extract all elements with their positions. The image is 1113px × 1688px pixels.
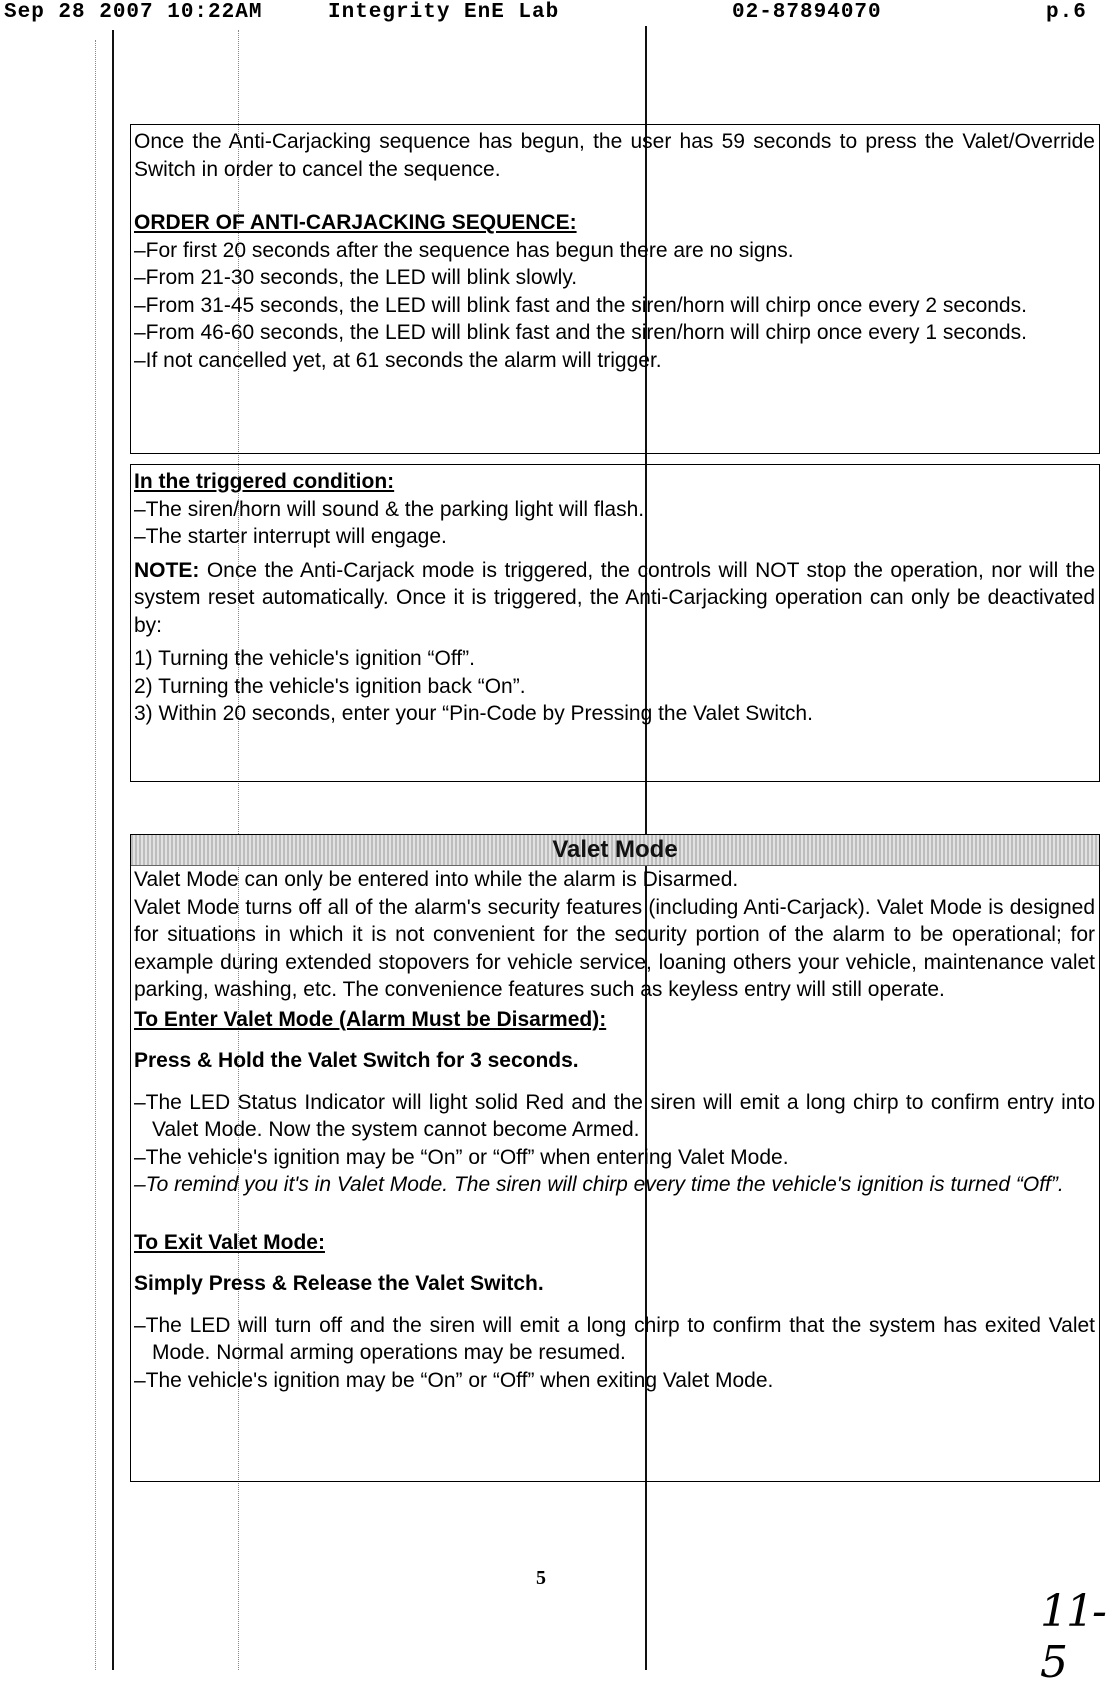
order-title: ORDER OF ANTI-CARJACKING SEQUENCE: xyxy=(134,211,577,234)
enter-valet-line: –The vehicle's ignition may be “On” or “Off” when entering Valet Mode. xyxy=(134,1145,789,1169)
fax-phone: 02-87894070 xyxy=(732,1,882,24)
deactivate-step: 1) Turning the vehicle's ignition “Off”. xyxy=(134,647,475,670)
valet-title: Valet Mode xyxy=(131,835,1099,866)
anti-carjack-box xyxy=(130,124,1100,454)
anti-carjack-intro: Once the Anti-Carjacking sequence has begun, the user has 59 seconds to press the Valet/Override Switch in order to cancel the sequence. xyxy=(134,130,1095,181)
exit-valet-line: –The vehicle's ignition may be “On” or “Off” when exiting Valet Mode. xyxy=(134,1368,774,1392)
deactivate-step: 2) Turning the vehicle's ignition back “On”. xyxy=(134,674,526,698)
enter-valet-line: –The LED Status Indicator will light solid Red and the siren will emit a long chirp to confirm entry into Valet Mode. Now the system cannot become Armed. xyxy=(134,1090,1095,1141)
scan-line-left xyxy=(112,30,114,1670)
triggered-note xyxy=(134,557,1095,640)
triggered-title: In the triggered condition: xyxy=(134,470,395,493)
deactivate-step: 3) Within 20 seconds, enter your “Pin-Code by Pressing the Valet Switch. xyxy=(134,702,813,725)
page-number: 5 xyxy=(536,1567,546,1589)
scan-dotted-line-a xyxy=(95,40,96,1670)
note-text: Once the Anti-Carjack mode is triggered, the controls will NOT stop the operation, nor will the system reset automatically. Once it is triggered, the Anti-Carjacking operation can only be deactivated by: xyxy=(134,558,1095,637)
note-label: NOTE: xyxy=(134,558,200,582)
enter-valet-action: Press & Hold the Valet Switch for 3 seconds. xyxy=(134,1049,579,1072)
enter-valet-title: To Enter Valet Mode (Alarm Must be Disarmed): xyxy=(134,1007,607,1031)
fax-header xyxy=(0,0,1113,26)
triggered-box xyxy=(130,464,1100,782)
fax-page: p.6 xyxy=(1046,1,1087,24)
valet-para-2: Valet Mode turns off all of the alarm's security features (including Anti-Carjack). Valet Mode is designed for situations in which it is not convenient for the security portion of the alarm to be operational; for example during extended stopovers for vehicle service, loaning others your vehicle, maintenance valet parking, washing, etc. The convenience features such as keyless entry will still operate. xyxy=(134,895,1095,1001)
enter-valet-reminder: –To remind you it's in Valet Mode. The siren will chirp every time the vehicle's ignition is turned “Off”. xyxy=(134,1173,1064,1196)
handwritten-page-number: 11-5 xyxy=(1040,1586,1105,1688)
sequence-step: –From 46-60 seconds, the LED will blink fast and the siren/horn will chirp once every 1 seconds. xyxy=(134,321,1027,344)
sequence-step: –From 31-45 seconds, the LED will blink fast and the siren/horn will chirp once every 2 seconds. xyxy=(134,293,1027,317)
sequence-step: –If not cancelled yet, at 61 seconds the alarm will trigger. xyxy=(134,348,662,372)
exit-valet-line: –The LED will turn off and the siren will emit a long chirp to confirm that the system has exited Valet Mode. Normal arming operations may be resumed. xyxy=(134,1313,1095,1364)
exit-valet-action: Simply Press & Release the Valet Switch. xyxy=(134,1272,544,1295)
valet-para-1: Valet Mode can only be entered into while the alarm is Disarmed. xyxy=(134,868,739,891)
triggered-line: –The starter interrupt will engage. xyxy=(134,525,447,548)
fax-sender: Integrity EnE Lab xyxy=(328,1,560,24)
exit-valet-title: To Exit Valet Mode: xyxy=(134,1230,325,1254)
triggered-line: –The siren/horn will sound & the parking light will flash. xyxy=(134,497,645,521)
sequence-step: –From 21-30 seconds, the LED will blink slowly. xyxy=(134,266,578,289)
sequence-step: –For first 20 seconds after the sequence has begun there are no signs. xyxy=(134,238,794,262)
valet-box xyxy=(130,834,1100,1482)
fax-datetime: Sep 28 2007 10:22AM xyxy=(4,1,263,24)
